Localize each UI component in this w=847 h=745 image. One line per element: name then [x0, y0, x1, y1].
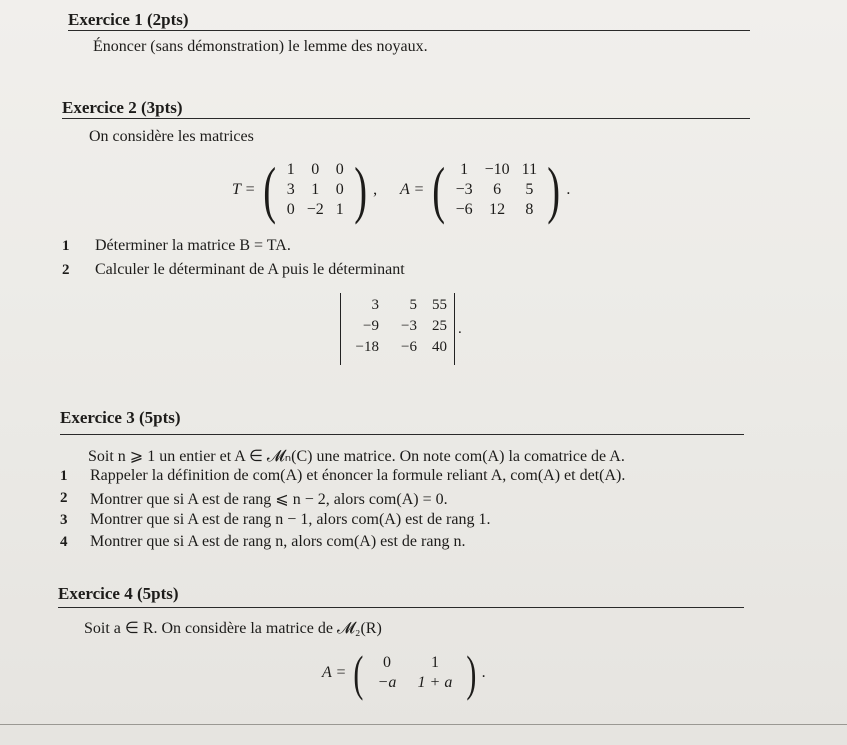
matrix-T: T = ( 1 0 0 3 1 0 0 −2 1 ) , — [232, 154, 378, 225]
determinant-cell: −3 — [401, 318, 417, 334]
matrix-T-cell: 1 — [286, 161, 295, 178]
exercise-2-rule — [62, 118, 750, 119]
right-paren: ) — [354, 154, 367, 225]
exercise-1-rule — [68, 30, 750, 31]
matrix-A-cell: 6 — [493, 181, 502, 198]
exercise-3-title: Exercice 3 (5pts) — [60, 408, 181, 427]
matrix-A-2x2-cell: 1 + a — [417, 674, 453, 691]
left-paren: ( — [263, 154, 277, 225]
determinant-cell: 5 — [409, 297, 417, 313]
page-bottom-edge — [0, 724, 847, 725]
matrix-T-cell: 0 — [311, 161, 320, 178]
determinant-cell: 25 — [432, 318, 447, 334]
question-number: 1 — [62, 238, 70, 254]
matrix-A-2x2-cell: 0 — [382, 654, 391, 671]
determinant-cell: 3 — [371, 297, 379, 313]
left-paren: ( — [353, 645, 364, 701]
right-paren: ) — [466, 645, 477, 701]
exercise-3-question-4: Montrer que si A est de rang n, alors com(A) est de rang n. — [90, 533, 466, 550]
matrix-A-cell: −3 — [455, 181, 473, 198]
exercise-3-rule — [60, 434, 744, 435]
determinant-cell: −9 — [363, 318, 379, 334]
matrix-T-cell: 0 — [286, 201, 295, 218]
exercise-3-question-1: Rappeler la définition de com(A) et énoncer la formule reliant A, com(A) et det(A). — [90, 467, 626, 484]
matrix-T-cell: −2 — [306, 201, 324, 218]
determinant-right-bar — [454, 293, 455, 365]
question-number: 1 — [60, 468, 68, 484]
matrix-A-2x2: A = ( 0 1 −a 1 + a ) . — [322, 645, 486, 701]
matrix-T-cell: 1 — [335, 201, 344, 218]
matrix-A: A = ( 1 −10 11 −3 6 5 −6 12 8 ) . — [400, 154, 571, 225]
exercise-1-text: Énoncer (sans démonstration) le lemme des noyaux. — [93, 38, 428, 55]
exercise-4-rule — [58, 607, 744, 608]
determinant-cell: −6 — [401, 339, 417, 355]
matrix-A-label: A = — [400, 181, 425, 198]
exercise-2-question-2: Calculer le déterminant de A puis le déterminant — [95, 261, 405, 278]
matrix-A-cell: 1 — [460, 161, 469, 178]
determinant: 3 5 55 −9 −3 25 −18 −6 40 . — [340, 293, 460, 365]
exercise-2-intro: On considère les matrices — [89, 128, 254, 145]
matrix-A-cell: −6 — [455, 201, 473, 218]
determinant-cell: −18 — [355, 339, 379, 355]
left-paren: ( — [432, 154, 446, 225]
matrix-T-cell: 1 — [311, 181, 320, 198]
exercise-3-intro: Soit n ⩾ 1 un entier et A ∈ 𝓜ₙ(C) une matrice. On note com(A) la comatrice de A. — [88, 448, 625, 465]
exercise-4-title: Exercice 4 (5pts) — [58, 584, 179, 603]
exercise-2-title: Exercice 2 (3pts) — [62, 98, 183, 117]
determinant-cell: 55 — [432, 297, 447, 313]
exercise-3-question-3: Montrer que si A est de rang n − 1, alors com(A) est de rang 1. — [90, 511, 491, 528]
matrix-A-cell: −10 — [484, 161, 510, 178]
matrix-A-2x2-cell: −a — [377, 674, 397, 691]
matrix-T-cell: 3 — [286, 181, 295, 198]
matrix-A-cell: 11 — [521, 161, 538, 178]
matrix-T-cell: 0 — [335, 161, 344, 178]
right-paren: ) — [547, 154, 561, 225]
matrix-T-cell: 0 — [335, 181, 344, 198]
question-number: 2 — [62, 262, 70, 278]
determinant-cell: 40 — [432, 339, 447, 355]
matrix-A-cell: 12 — [489, 201, 506, 218]
question-number: 4 — [60, 534, 68, 550]
question-number: 3 — [60, 512, 68, 528]
matrix-A-2x2-cell: 1 — [430, 654, 439, 671]
question-number: 2 — [60, 490, 68, 506]
determinant-left-bar — [340, 293, 341, 365]
matrix-A-cell: 8 — [525, 201, 534, 218]
matrix-A-2x2-label: A = — [322, 664, 347, 681]
exercise-1-title: Exercice 1 (2pts) — [68, 10, 189, 29]
exercise-3-question-2: Montrer que si A est de rang ⩽ n − 2, alors com(A) = 0. — [90, 491, 448, 508]
matrix-A-cell: 5 — [525, 181, 534, 198]
matrix-T-label: T = — [232, 181, 256, 198]
exercise-2-question-1: Déterminer la matrice B = TA. — [95, 237, 291, 254]
exercise-4-intro: Soit a ∈ R. On considère la matrice de 𝓜₂(R) — [84, 620, 382, 637]
